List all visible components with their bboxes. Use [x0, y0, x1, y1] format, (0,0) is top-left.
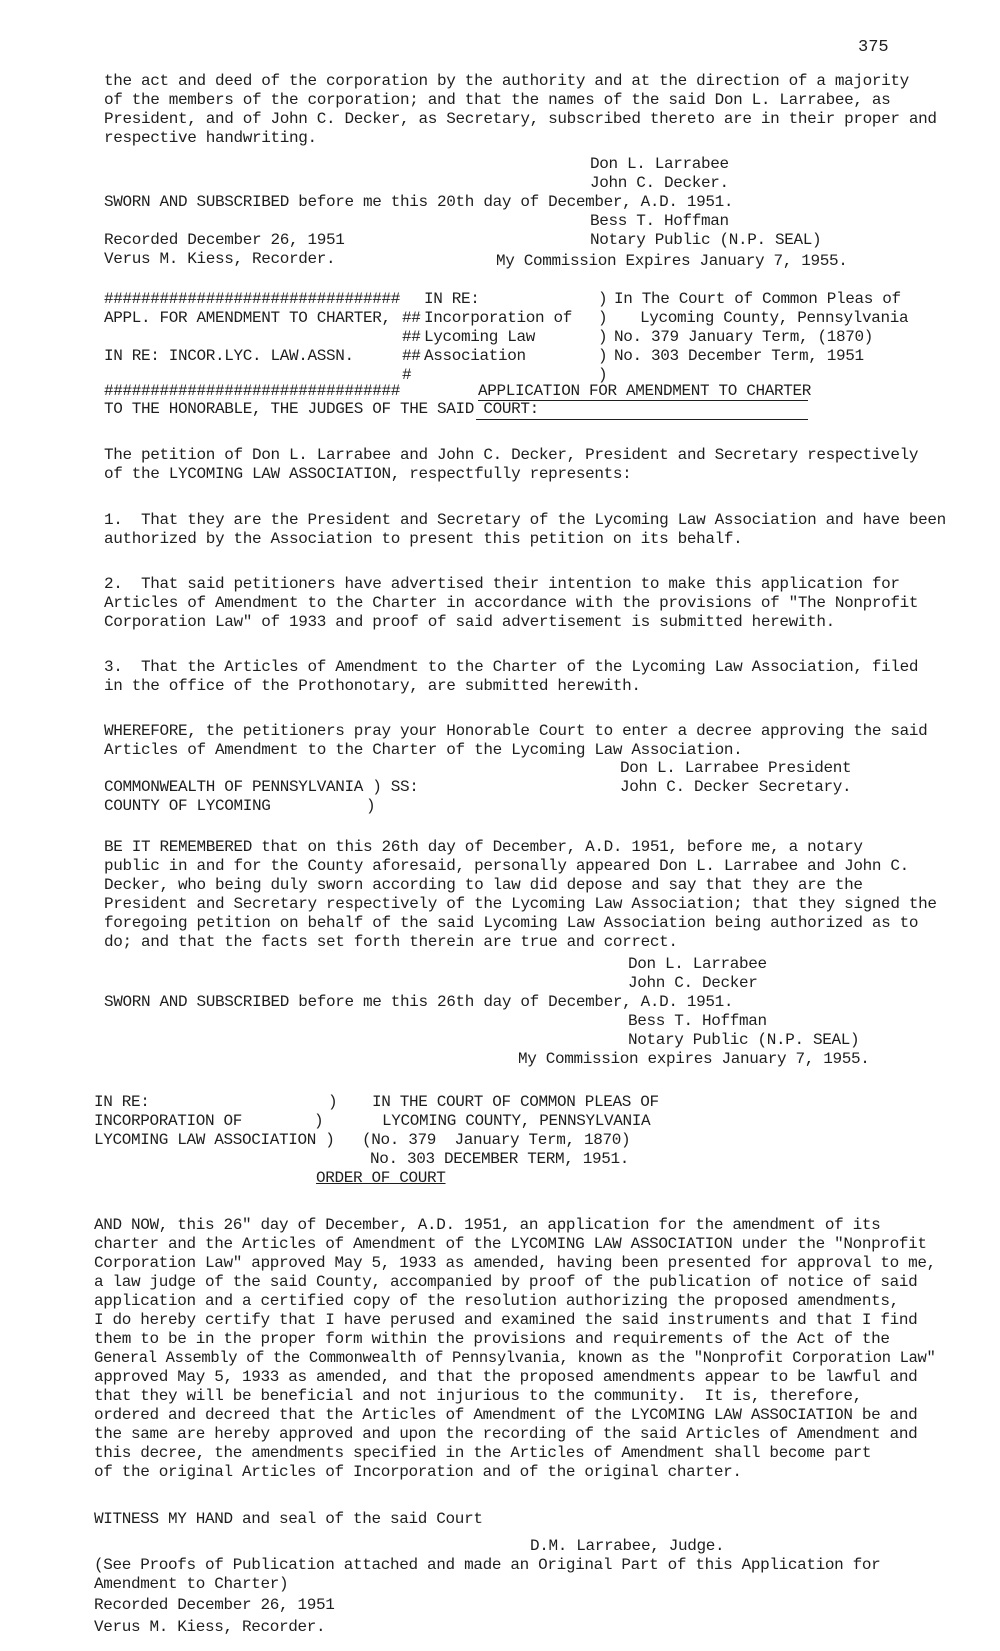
caption-in-re-incor: IN RE: INCOR.LYC. LAW.ASSN.	[104, 347, 354, 365]
sworn-statement-1: SWORN AND SUBSCRIBED before me this 20th day of December, A.D. 1951.	[104, 193, 734, 211]
caption-paren-1: )	[598, 290, 608, 308]
caption-paren-4: )	[598, 347, 608, 365]
caption2-term-line-2: No. 303 DECEMBER TERM, 1951.	[370, 1150, 630, 1168]
petition-line: Articles of Amendment to the Charter in accordance with the provisions of "The Nonprofit	[104, 594, 919, 612]
order-line: General Assembly of the Commonwealth of Pennsylvania, known as the "Nonprofit Corporation Law"	[94, 1349, 936, 1367]
notary-name-1: Bess T. Hoffman	[590, 212, 729, 230]
judge-signature: D.M. Larrabee, Judge.	[530, 1537, 725, 1555]
recorded-date-2: Recorded December 26, 1951	[94, 1596, 335, 1614]
petition-line: The petition of Don L. Larrabee and John C. Decker, President and Secretary respectively	[104, 446, 919, 464]
opening-line-2: of the members of the corporation; and that the names of the said Don L. Larrabee, as	[104, 91, 891, 109]
order-line: charter and the Articles of Amendment of the LYCOMING LAW ASSOCIATION under the "Nonprofit	[94, 1235, 927, 1253]
court-term-line-1: No. 379 January Term, (1870)	[614, 328, 874, 346]
signature-president: Don L. Larrabee President	[620, 759, 852, 777]
caption-paren-5: )	[598, 366, 608, 384]
order-of-court-title: ORDER OF COURT	[316, 1169, 446, 1187]
notary-name-2: Bess T. Hoffman	[628, 1012, 767, 1030]
remembered-line: public in and for the County aforesaid, personally appeared Don L. Larrabee and John C.	[104, 857, 909, 875]
caption-incorporation-of: Incorporation of	[424, 309, 573, 327]
caption-paren-2: )	[598, 309, 608, 327]
hash-mark: ##	[402, 309, 421, 327]
title-underline	[476, 419, 808, 420]
notary-public-2: Notary Public (N.P. SEAL)	[628, 1031, 860, 1049]
page-number: 375	[858, 38, 889, 57]
recorder-2: Verus M. Kiess, Recorder.	[94, 1618, 326, 1636]
signature-larrabee-2: Don L. Larrabee	[628, 955, 767, 973]
recorder-1: Verus M. Kiess, Recorder.	[104, 250, 336, 268]
petition-line: in the office of the Prothonotary, are submitted herewith.	[104, 677, 641, 695]
order-line: them to be in the proper form within the provisions and requirements of the Act of the	[94, 1330, 890, 1348]
signature-decker-2: John C. Decker	[628, 974, 758, 992]
order-line: ordered and decreed that the Articles of Amendment of the LYCOMING LAW ASSOCIATION be and	[94, 1406, 918, 1424]
caption2-court-line-1: IN THE COURT OF COMMON PLEAS OF	[372, 1093, 659, 1111]
order-line: application and a certified copy of the resolution authorizing the proposed amendments,	[94, 1292, 899, 1310]
hash-mark: ##	[402, 347, 421, 365]
opening-line-3: President, and of John C. Decker, as Secretary, subscribed thereto are in their proper and	[104, 110, 937, 128]
order-line: AND NOW, this 26" day of December, A.D. 1951, an application for the amendment of its	[94, 1216, 881, 1234]
hash-divider-bottom: ################################	[104, 382, 401, 400]
signature-secretary: John C. Decker Secretary.	[620, 778, 852, 796]
petition-line: WHEREFORE, the petitioners pray your Honorable Court to enter a decree approving the said	[104, 722, 928, 740]
proofs-note-line-1: (See Proofs of Publication attached and made an Original Part of this Application for	[94, 1556, 881, 1574]
petition-line: Corporation Law" of 1933 and proof of said advertisement is submitted herewith.	[104, 613, 835, 631]
order-line: that they will be beneficial and not injurious to the community. It is, therefore,	[94, 1387, 862, 1405]
petition-line: Articles of Amendment to the Charter of the Lycoming Law Association.	[104, 741, 743, 759]
commission-1: My Commission Expires January 7, 1955.	[496, 252, 848, 270]
county-line: COUNTY OF LYCOMING	[104, 797, 271, 815]
petition-line: authorized by the Association to present this petition on its behalf.	[104, 530, 743, 548]
witness-line: WITNESS MY HAND and seal of the said Court	[94, 1510, 483, 1528]
petition-line: of the LYCOMING LAW ASSOCIATION, respectfully represents:	[104, 465, 632, 483]
recorded-date-1: Recorded December 26, 1951	[104, 231, 345, 249]
order-line: Corporation Law" approved May 5, 1933 as amended, having been presented for approval to me,	[94, 1254, 936, 1272]
court-name-line-2: Lycoming County, Pennsylvania	[640, 309, 909, 327]
signature-larrabee: Don L. Larrabee	[590, 155, 729, 173]
order-line: of the original Articles of Incorporation and of the original charter.	[94, 1463, 742, 1481]
county-paren: )	[366, 797, 376, 815]
proofs-note-line-2: Amendment to Charter)	[94, 1575, 289, 1593]
caption2-paren: )	[328, 1093, 338, 1111]
caption-appl-line: APPL. FOR AMENDMENT TO CHARTER,	[104, 309, 391, 327]
court-name-line-1: In The Court of Common Pleas of	[614, 290, 901, 308]
order-line: the same are hereby approved and upon the recording of the said Articles of Amendment and	[94, 1425, 918, 1443]
order-line: this decree, the amendments specified in the Articles of Amendment shall become part	[94, 1444, 872, 1462]
caption2-incorporation: INCORPORATION OF	[94, 1112, 243, 1130]
hash-mark: #	[402, 366, 412, 384]
caption2-term-line-1: (No. 379 January Term, 1870)	[362, 1131, 631, 1149]
caption-paren-3: )	[598, 328, 608, 346]
caption-lycoming-law: Lycoming Law	[424, 328, 536, 346]
petition-line: 1. That they are the President and Secretary of the Lycoming Law Association and have been	[104, 511, 946, 529]
caption2-in-re: IN RE:	[94, 1093, 150, 1111]
commonwealth-ss: COMMONWEALTH OF PENNSYLVANIA ) SS:	[104, 778, 419, 796]
remembered-line: President and Secretary respectively of the Lycoming Law Association; that they signed the	[104, 895, 937, 913]
signature-decker: John C. Decker.	[590, 174, 729, 192]
opening-line-1: the act and deed of the corporation by the authority and at the direction of a majority	[104, 72, 909, 90]
hash-mark: ##	[402, 328, 421, 346]
court-term-line-2: No. 303 December Term, 1951	[614, 347, 864, 365]
remembered-line: foregoing petition on behalf of the said Lycoming Law Association being authorized as to	[104, 914, 919, 932]
petition-line: 3. That the Articles of Amendment to the Charter of the Lycoming Law Association, filed	[104, 658, 919, 676]
sworn-statement-2: SWORN AND SUBSCRIBED before me this 26th day of December, A.D. 1951.	[104, 993, 734, 1011]
order-line: approved May 5, 1933 as amended, and that the proposed amendments appear to be lawful and	[94, 1368, 918, 1386]
caption2-court-line-2: LYCOMING COUNTY, PENNSYLVANIA	[382, 1112, 651, 1130]
order-line: a law judge of the said County, accompanied by proof of the publication of notice of said	[94, 1273, 918, 1291]
caption2-paren: )	[314, 1112, 324, 1130]
notary-public-1: Notary Public (N.P. SEAL)	[590, 231, 822, 249]
caption-association: Association	[424, 347, 526, 365]
to-the-judges: TO THE HONORABLE, THE JUDGES OF THE SAID COURT:	[104, 400, 539, 418]
caption2-association: LYCOMING LAW ASSOCIATION )	[94, 1131, 335, 1149]
remembered-line: Decker, who being duly sworn according to law did depose and say that they are the	[104, 876, 863, 894]
commission-2: My Commission expires January 7, 1955.	[518, 1050, 870, 1068]
petition-line: 2. That said petitioners have advertised their intention to make this application for	[104, 575, 900, 593]
hash-divider-top: ################################	[104, 290, 401, 308]
caption-in-re: IN RE:	[424, 290, 480, 308]
order-line: I do hereby certify that I have perused and examined the said instruments and that I find	[94, 1311, 918, 1329]
opening-line-4: respective handwriting.	[104, 129, 317, 147]
application-title: APPLICATION FOR AMENDMENT TO CHARTER	[478, 382, 812, 400]
remembered-line: BE IT REMEMBERED that on this 26th day of December, A.D. 1951, before me, a notary	[104, 838, 863, 856]
remembered-line: do; and that the facts set forth therein are true and correct.	[104, 933, 678, 951]
